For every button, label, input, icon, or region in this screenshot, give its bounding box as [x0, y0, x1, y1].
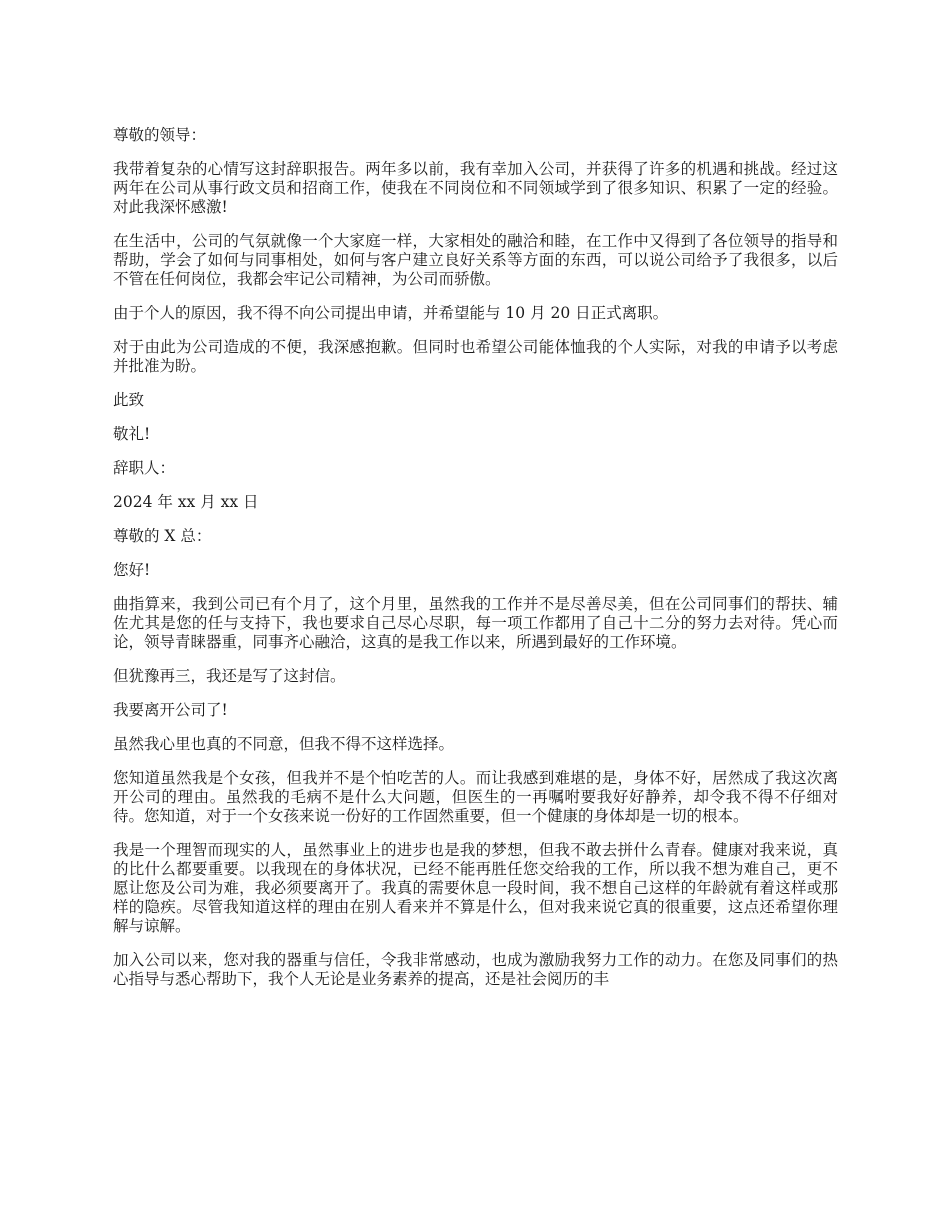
signature-resigner: 辞职人：	[113, 459, 176, 477]
paragraph-life: 在生活中，公司的气氛就像一个大家庭一样，大家相处的融洽和睦，在工作中又得到了各位领导的指导和帮助，学会了如何与同事相处，如何与客户建立良好关系等方面的东西，可以说公司给予了我很多，以后不管在任何岗位，我都会牢记公司精神，为公司而骄傲。	[113, 232, 838, 288]
paragraph-months: 曲指算来，我到公司已有个月了，这个月里，虽然我的工作并不是尽善尽美，但在公司同事们的帮扶、辅佐尤其是您的任与支持下，我也要求自己尽心尽职，每一项工作都用了自己十二分的努力去对待。凭心而论，领导青睐器重，同事齐心融洽，这真的是我工作以来，所遇到最好的工作环境。	[113, 595, 838, 651]
salutation-leader: 尊敬的领导：	[113, 126, 207, 144]
salutation-x-manager: 尊敬的 X 总：	[113, 527, 212, 545]
paragraph-reason: 由于个人的原因，我不得不向公司提出申请，并希望能与 10 月 20 日正式离职。	[113, 304, 669, 322]
paragraph-choice: 虽然我心里也真的不同意，但我不得不这样选择。	[113, 735, 455, 753]
closing-cizhi: 此致	[113, 391, 145, 409]
paragraph-leaving: 我要离开公司了!	[113, 701, 228, 719]
paragraph-intro: 我带着复杂的心情写这封辞职报告。两年多以前，我有幸加入公司，并获得了许多的机遇和挑战。经过这两年在公司从事行政文员和招商工作，使我在不同岗位和不同领域学到了很多知识、积累了一定的经验。对此我深怀感激!	[113, 160, 838, 216]
paragraph-gratitude: 加入公司以来，您对我的器重与信任，令我非常感动，也成为激励我努力工作的动力。在您及同事们的热心指导与悉心帮助下，我个人无论是业务素养的提高，还是社会阅历的丰	[113, 951, 838, 988]
paragraph-rational: 我是一个理智而现实的人，虽然事业上的进步也是我的梦想，但我不敢去拼什么青春。健康对我来说，真的比什么都要重要。以我现在的身体状况，已经不能再胜任您交给我的工作，所以我不想为难自己，更不愿让您及公司为难，我必须要离开了。我真的需要休息一段时间，我不想自己这样的年龄就有着这样或那样的隐疾。尽管我知道这样的理由在别人看来并不算是什么，但对我来说它真的很重要，这点还希望你理解与谅解。	[113, 841, 838, 935]
closing-jingli: 敬礼!	[113, 425, 151, 443]
document-body	[113, 126, 838, 1004]
paragraph-hesitation: 但犹豫再三，我还是写了这封信。	[113, 667, 346, 685]
paragraph-apology: 对于由此为公司造成的不便，我深感抱歉。但同时也希望公司能体恤我的个人实际，对我的申请予以考虑并批准为盼。	[113, 338, 838, 375]
paragraph-health: 您知道虽然我是个女孩，但我并不是个怕吃苦的人。而让我感到难堪的是，身体不好，居然成了我这次离开公司的理由。虽然我的毛病不是什么大问题，但医生的一再嘱咐要我好好静养，却令我不得不仔细对待。您知道，对于一个女孩来说一份好的工作固然重要，但一个健康的身体却是一切的根本。	[113, 769, 838, 825]
greeting: 您好!	[113, 561, 151, 579]
signature-date: 2024 年 xx 月 xx 日	[113, 493, 259, 511]
